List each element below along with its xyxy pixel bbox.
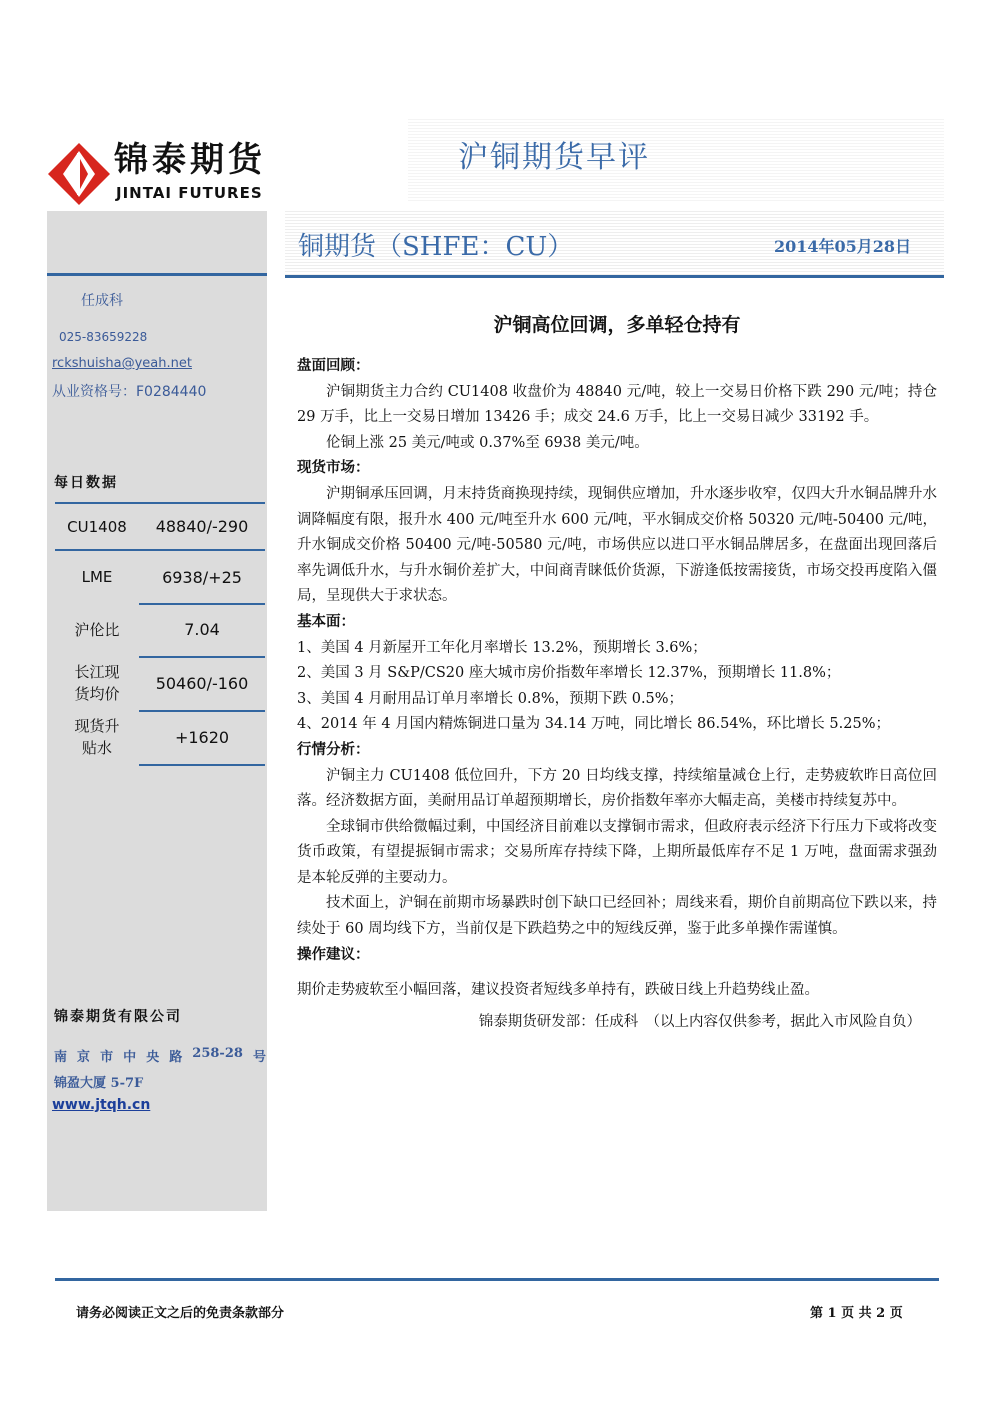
- product-title: 铜期货（SHFE：CU）: [298, 232, 574, 262]
- report-title: 沪铜期货早评: [458, 140, 650, 175]
- brand-name-cn: 锦泰期货: [114, 140, 266, 180]
- company-website-link[interactable]: www.jtqh.cn: [52, 1097, 151, 1113]
- table-cell-label: 沪伦比: [74, 620, 120, 639]
- table-row: [55, 710, 265, 764]
- list-item: 3、美国 4 月耐用品订单月率增长 0.8%，预期下跌 0.5%；: [297, 690, 684, 707]
- company-address-line1: 南 京 市 中 央 路 258-28 号: [54, 1046, 266, 1065]
- company-name: 锦泰期货有限公司: [54, 1009, 182, 1025]
- jintai-logo-icon: [48, 143, 110, 205]
- table-cell-label: CU1408: [67, 517, 127, 536]
- table-cell-label: 长江现货均价: [74, 663, 120, 703]
- report-date: 2014年05月28日: [774, 237, 912, 256]
- paragraph: 伦铜上涨 25 美元/吨或 0.37%至 6938 美元/吨。: [326, 434, 649, 451]
- list-item: 2、美国 3 月 S&P/CS20 座大城市房价指数年率增长 12.37%，预期增长 11.8%；: [297, 665, 841, 682]
- table-cell-value: +1620: [174, 727, 230, 747]
- section-title-analysis: 行情分析：: [297, 741, 370, 758]
- table-cell-value: 7.04: [184, 620, 220, 639]
- footer-rule: [55, 1278, 939, 1281]
- table-cell-value: 6938/+25: [162, 567, 242, 587]
- table-row: [55, 504, 265, 551]
- section-title-market-review: 盘面回顾：: [297, 358, 370, 374]
- page-number: 第 1 页 共 2 页: [810, 1306, 903, 1321]
- section-title-fundamentals: 基本面：: [297, 613, 355, 630]
- article-body: [297, 310, 937, 1035]
- analyst-email-link[interactable]: rckshuisha@yeah.net: [52, 356, 192, 371]
- table-row: [55, 656, 265, 710]
- paragraph: 沪期铜承压回调，月末持货商换现持续，现铜供应增加，升水逐步收窄，仅四大升水铜品牌升水调降幅度有限，报升水 400 元/吨至升水 600 元/吨，平水铜成交价格 50320 元/吨-50400 元/吨，升水铜成交价格 50400 元/吨-50580 元/吨，市场供应以进口平水铜品牌居多，在盘面出现回落后率先调低升水，与升水铜价差扩大，中间商青睐低价货源，下游逢低按需接货，市场交投再度陷入僵局，呈现供大于求状态。: [297, 485, 937, 605]
- table-cell-value: 50460/-160: [155, 673, 249, 693]
- sidebar-rule: [47, 273, 267, 276]
- paragraph: 期价走势疲软至小幅回落，建议投资者短线多单持有，跌破日线上升趋势线止盈。: [297, 982, 819, 999]
- daily-data-title: 每日数据: [54, 475, 118, 491]
- analyst-phone: 025-83659228: [59, 330, 148, 344]
- paragraph: 沪铜期货主力合约 CU1408 收盘价为 48840 元/吨，较上一交易日价格下跌 290 元/吨；持仓 29 万手，比上一交易日增加 13426 手；成交 24.6 万手，比上一交易日减少 33192 手。: [297, 383, 937, 426]
- table-cell-label: 现货升贴水: [74, 717, 120, 757]
- section-title-advice: 操作建议：: [297, 946, 370, 963]
- table-cell-value: 48840/-290: [155, 517, 249, 536]
- paragraph: 技术面上，沪铜在前期市场暴跌时创下缺口已经回补；周线来看，期价自前期高位下跌以来，持续处于 60 周均线下方，当前仅是下跌趋势之中的短线反弹，鉴于此多单操作需谨慎。: [297, 895, 937, 938]
- footer-disclaimer: 请务必阅读正文之后的免责条款部分: [76, 1306, 285, 1321]
- brand-name-en: JINTAI FUTURES: [116, 184, 263, 202]
- paragraph: 沪铜主力 CU1408 低位回升，下方 20 日均线支撑，持续缩量减仓上行，走势疲软昨日高位回落。经济数据方面，美耐用品订单超预期增长，房价指数年率亦大幅走高，美楼市持续复苏中。: [297, 767, 937, 810]
- daily-data-table: [55, 504, 265, 764]
- table-cell-label: LME: [81, 568, 113, 586]
- section-title-spot-market: 现货市场：: [297, 460, 370, 477]
- list-item: 1、美国 4 月新屋开工年化月率增长 13.2%，预期增长 3.6%；: [297, 639, 707, 656]
- analyst-license: 从业资格号：F0284440: [52, 384, 207, 400]
- list-item: 4、2014 年 4 月国内精炼铜进口量为 34.14 万吨，同比增长 86.54%，环比增长 5.25%；: [297, 716, 890, 733]
- article-headline: 沪铜高位回调，多单轻仓持有: [493, 314, 741, 336]
- table-row: [55, 603, 265, 656]
- paragraph: 全球铜市供给微幅过剩，中国经济目前难以支撑铜市需求，但政府表示经济下行压力下或将改变货币政策，有望提振铜市需求；交易所库存持续下降，上期所最低库存不足 1 万吨，盘面需求强劲是本轮反弹的主要动力。: [297, 818, 937, 886]
- analyst-name: 任成科: [81, 293, 123, 309]
- author-signature: 锦泰期货研发部：任成科 （以上内容仅供参考，据此入市风险自负）: [478, 1013, 921, 1030]
- table-row: [55, 551, 265, 603]
- company-address-line2: 锦盈大厦 5-7F: [54, 1076, 144, 1091]
